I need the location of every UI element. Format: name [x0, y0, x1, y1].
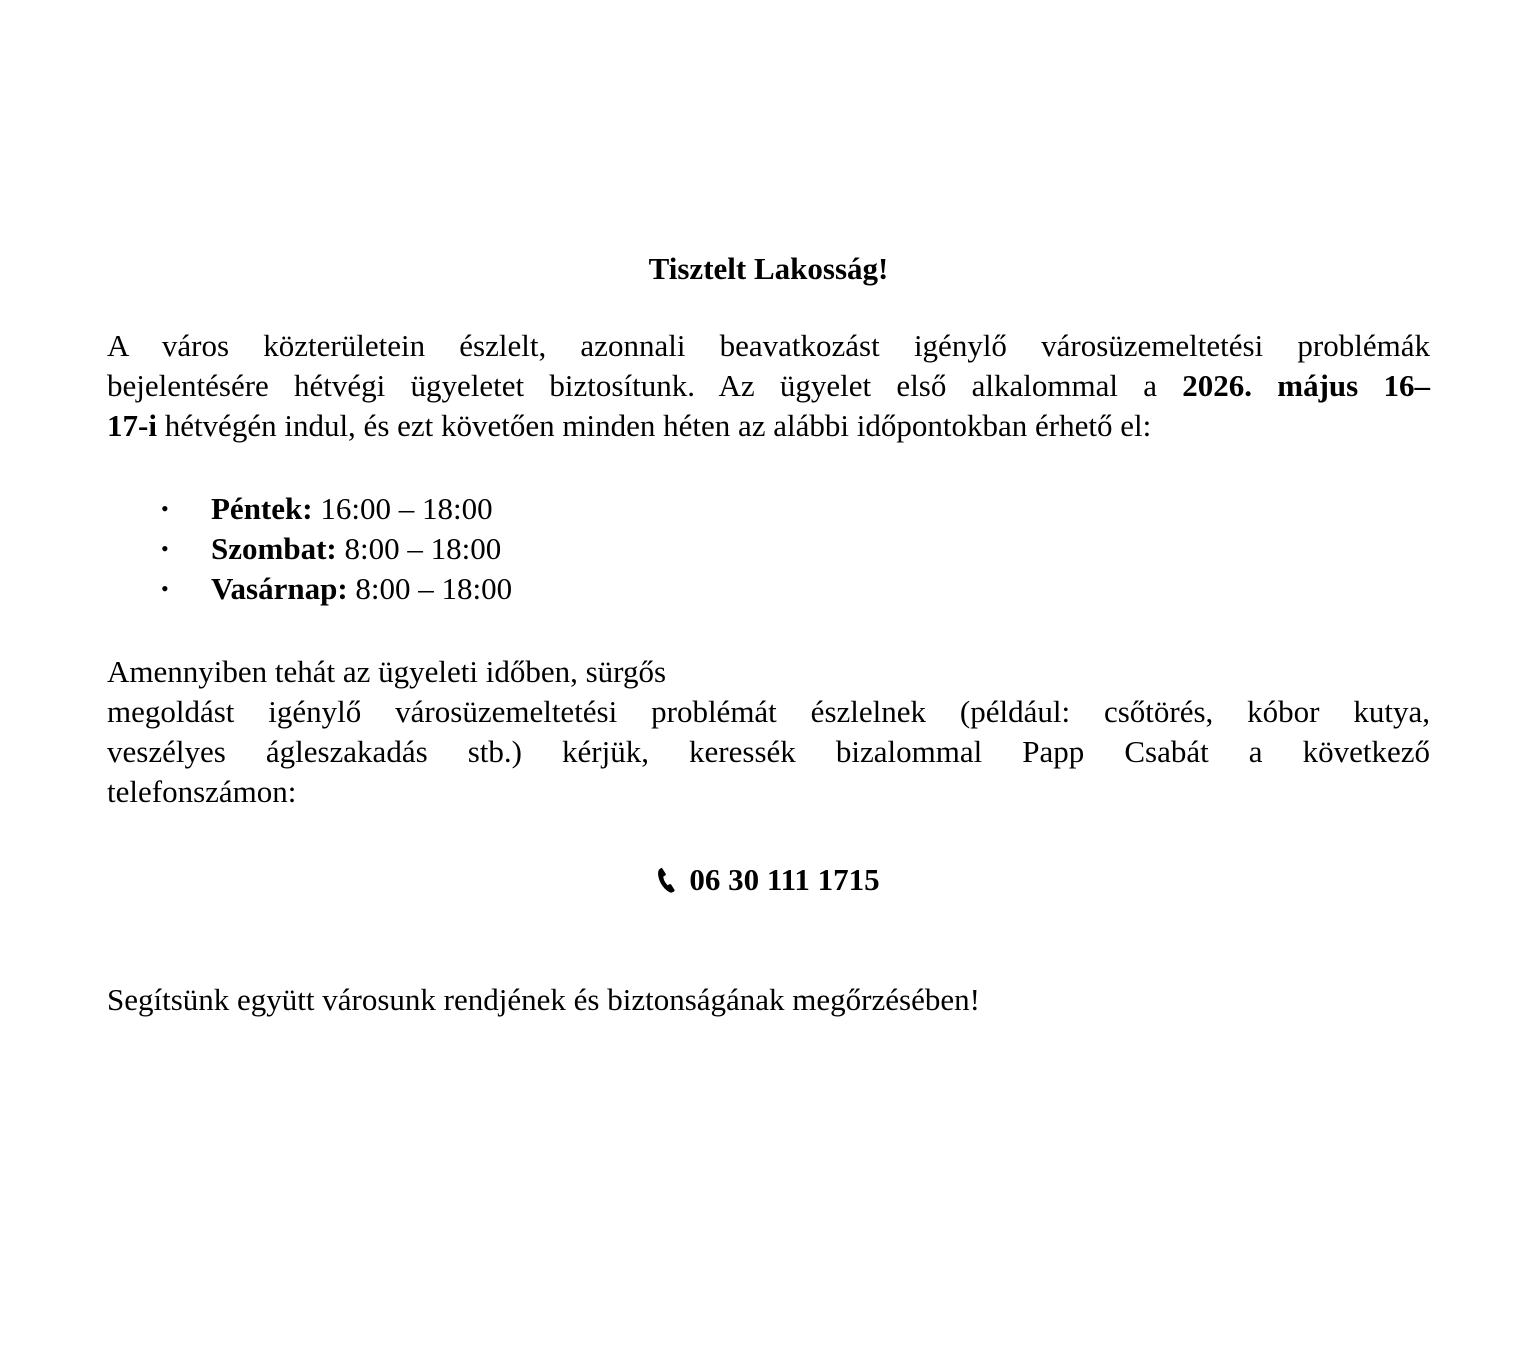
schedule-day: Péntek:: [211, 491, 313, 526]
intro-line-1: A város közterületein észlelt, azonnali beavatkozást igénylő városüzemeltetési problémák: [107, 328, 1430, 363]
phone-contact: [107, 858, 1430, 902]
intro-line-2: [107, 366, 1430, 406]
intro-line-3-text: hétvégén indul, és ezt követően minden héten az alábbi időpontokban érhető el:: [156, 408, 1152, 443]
intro-line-3: [107, 406, 1430, 446]
intro-line-2-text: bejelentésére hétvégi ügyeletet biztosítunk. Az ügyelet első alkalommal a: [107, 368, 1183, 403]
schedule-hours: 8:00 – 18:00: [347, 571, 513, 606]
schedule-day: Vasárnap:: [211, 571, 348, 606]
phone-icon: [657, 867, 679, 893]
bullet-icon: •: [161, 536, 169, 561]
schedule-hours: 16:00 – 18:00: [312, 491, 493, 526]
start-date-bold-cont: 17-i: [107, 408, 157, 443]
notice-line-3: veszélyes ágleszakadás stb.) kérjük, keressék bizalommal Papp Csabát a következő: [107, 734, 1430, 769]
schedule-item-friday: [107, 489, 512, 529]
schedule-list: [107, 489, 512, 609]
phone-number: 06 30 111 1715: [689, 862, 880, 897]
schedule-item-saturday: [107, 529, 512, 569]
bullet-icon: •: [161, 496, 169, 521]
notice-line-2: megoldást igénylő városüzemeltetési problémát észlelnek (például: csőtörés, kóbor kutya,: [107, 694, 1430, 729]
schedule-item-sunday: [107, 569, 512, 609]
schedule-hours: 8:00 – 18:00: [336, 531, 502, 566]
intro-paragraph: [107, 326, 1430, 446]
closing-sentence: Segítsünk együtt városunk rendjének és biztonságának megőrzésében!: [107, 982, 980, 1017]
schedule-day: Szombat:: [211, 531, 337, 566]
start-date-bold: 2026. május 16–: [1182, 368, 1430, 403]
notice-line-1: Amennyiben tehát az ügyeleti időben, sürgős: [107, 654, 667, 689]
notice-line-4: telefonszámon:: [107, 774, 297, 809]
document-page: [107, 0, 1430, 1357]
notice-paragraph: [107, 652, 1430, 812]
bullet-icon: •: [161, 576, 169, 601]
page-title: Tisztelt Lakosság!: [648, 251, 889, 286]
